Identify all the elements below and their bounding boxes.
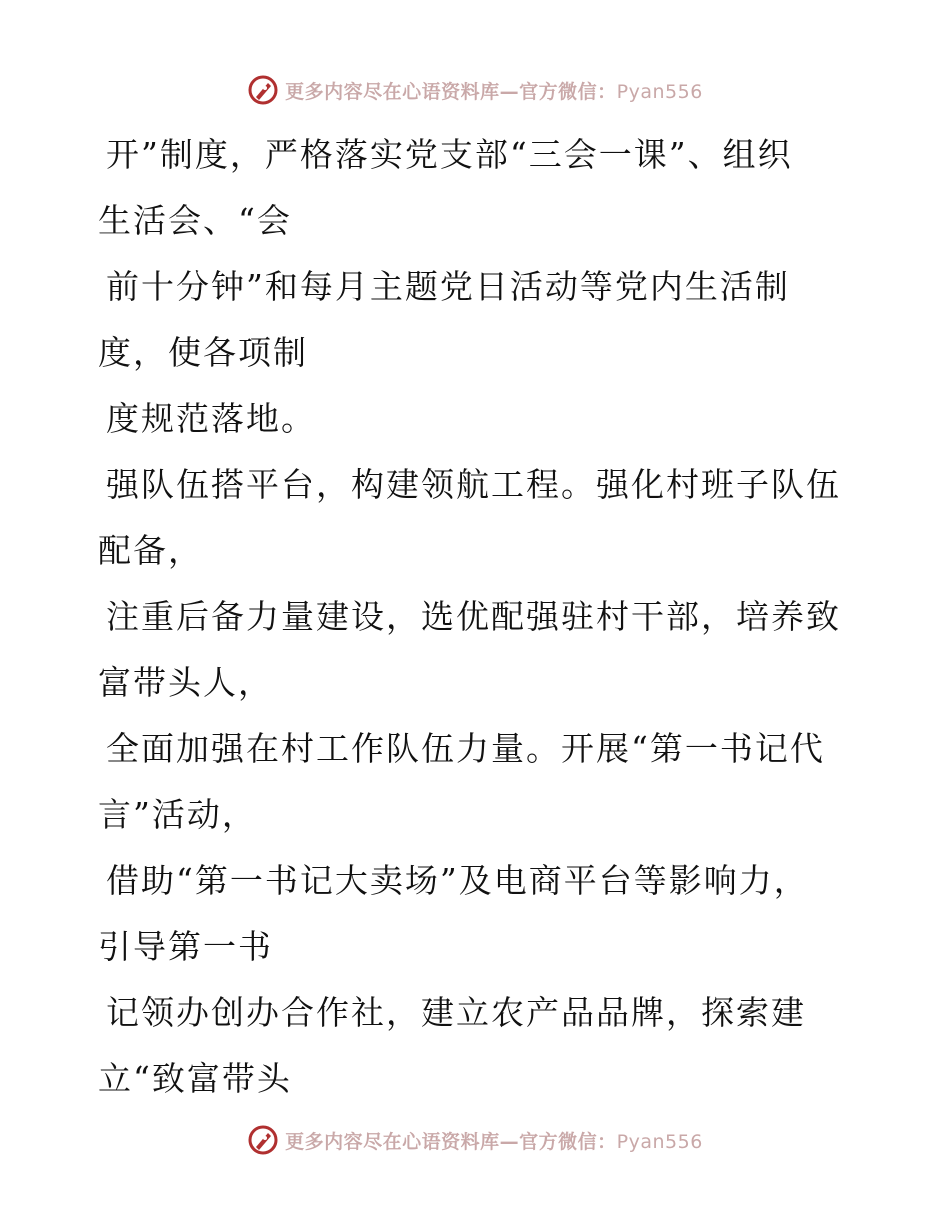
text-line: 立“致富带头 — [98, 1059, 292, 1098]
paragraph — [98, 386, 838, 452]
text-line: 度规范落地。 — [106, 399, 316, 438]
pen-seal-icon — [247, 74, 279, 106]
text-line: 借助“第一书记大卖场”及电商平台等影响力， — [106, 861, 809, 900]
text-line: 全面加强在村工作队伍力量。开展“第一书记代 — [106, 729, 825, 768]
text-line: 强队伍搭平台，构建领航工程。强化村班子队伍 — [106, 465, 841, 504]
text-line: 富带头人， — [98, 663, 273, 702]
paragraph — [98, 716, 838, 848]
watermark-text: 更多内容尽在心语资料库—官方微信：Pyan556 — [285, 80, 703, 103]
paragraph — [98, 980, 838, 1112]
footer-watermark — [0, 1120, 950, 1160]
paragraph — [98, 848, 838, 980]
paragraph — [98, 452, 841, 584]
text-line: 引导第一书 — [98, 927, 273, 966]
document-body — [98, 122, 841, 1112]
pen-seal-icon — [247, 1124, 279, 1156]
watermark-text: 更多内容尽在心语资料库—官方微信：Pyan556 — [285, 1130, 703, 1153]
text-line: 生活会、“会 — [98, 201, 292, 240]
text-line: 开”制度，严格落实党支部“三会一课”、组织 — [106, 135, 793, 174]
paragraph — [98, 254, 838, 386]
text-line: 前十分钟”和每月主题党日活动等党内生活制 — [106, 267, 790, 306]
text-line: 言”活动， — [98, 795, 257, 834]
text-line: 度，使各项制 — [98, 333, 308, 372]
header-watermark — [0, 70, 950, 110]
text-line: 记领办创办合作社，建立农产品品牌，探索建 — [106, 993, 806, 1032]
paragraph — [98, 122, 838, 254]
text-line: 注重后备力量建设，选优配强驻村干部，培养致 — [106, 597, 841, 636]
paragraph — [98, 584, 841, 716]
text-line: 配备， — [98, 531, 203, 570]
